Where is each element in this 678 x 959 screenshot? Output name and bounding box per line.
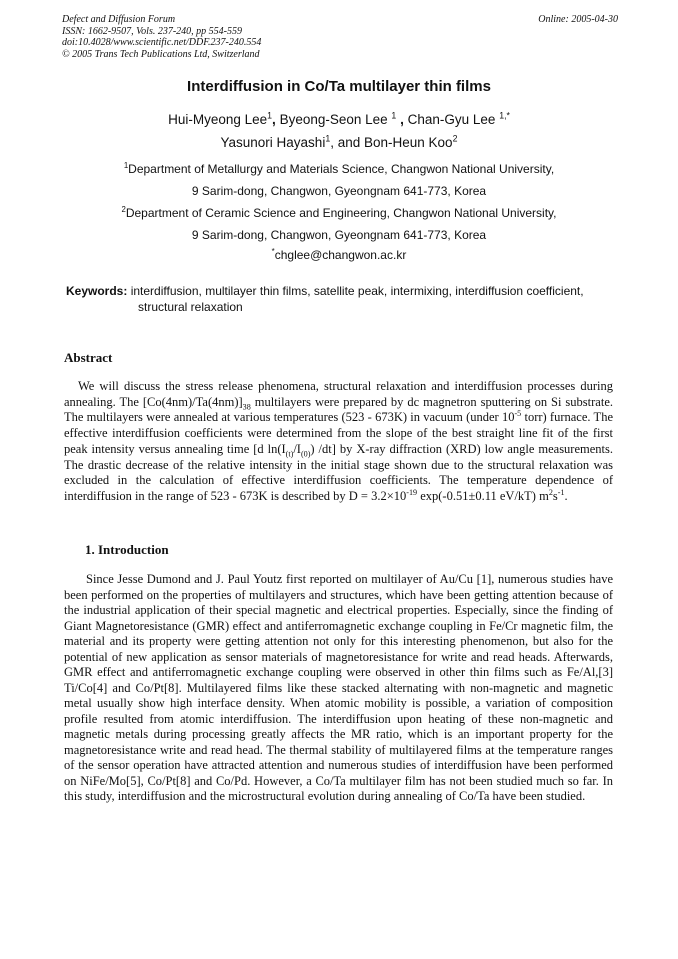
affiliation-1-address: 9 Sarim-dong, Changwon, Gyeongnam 641-773, Korea xyxy=(191,184,487,198)
affiliation-2 xyxy=(0,206,678,220)
abstract-sub: 38 xyxy=(242,402,251,412)
abstract-text: . xyxy=(564,488,568,503)
author-name: Hui-Myeong Lee xyxy=(168,112,268,127)
abstract-sup: 2 xyxy=(548,487,553,497)
author-affil-sup: 1 xyxy=(267,110,273,121)
abstract-text: exp(-0.51±0.11 eV/kT) m xyxy=(417,488,549,503)
affil-sup: 2 xyxy=(121,205,126,214)
abstract-text: ) /dt] by X-ray diffraction (XRD) low angle measurements. The drastic decrease of the relative intensity in the initial stage shown due to the structural relaxation was excluded in the calculation of effective interdiffusion coefficients. The temperature dependence of interdiffusion in the range of 523 - 673K is described by D = 3.2×10 xyxy=(64,441,613,503)
author-name: Chan-Gyu Lee xyxy=(407,112,496,127)
email-sup: * xyxy=(271,247,275,256)
author-affil-sup: 2 xyxy=(452,133,458,144)
abstract-sub: (0) xyxy=(300,449,311,459)
author-affil-sup: 1,* xyxy=(499,110,510,121)
keywords-line-2: structural relaxation xyxy=(138,300,243,314)
introduction-text: Since Jesse Dumond and J. Paul Youtz first reported on multilayer of Au/Cu [1], numerous studies have been performed on the properties of multilayers and structures, which have been getting attention because of the industrial application of their special magnetic and electrical properties. Especially, since the finding of Giant Magnetoresistance (GMR) effect and antiferromagnetic exchange coupling in Fe/Cr magnetic film, the material and its property were getting attention not only for this interesting phenomenon, but also for the potential of new application as sensor materials of magnetoresistance for write and read heads. Afterwards, GMR effect and antiferromagnetic exchange coupling were observed in other thin films such as Fe/Al,[3] Ti/Co[4] and Co/Pt[8]. Multilayered films like these stacked alternating with non-magnetic and magnetic metal usually show high interface density. When atomic mobility is possible, a variation of composition profile resulted from atomic interdiffusion. The interdiffusion upon heating of these non-magnetic and magnetic metals during processing greatly affects the MR ratio, which is an important property for the magnetoresistance write and read head. The thermal stability of multilayered films at the temperature ranges of the sensor operation have attracted attention and numerous studies of interdiffusion have been performed on NiFe/Mo[5], Co/Pt[8] and Co/Pd. However, a Co/Ta multilayer film has not been studied much so far. In this study, interdiffusion and the microstructural evolution during annealing of Co/Ta have been studied. xyxy=(64,572,613,803)
affil-sup: 1 xyxy=(123,161,129,170)
author-line-1: Hui-Myeong Lee$^1$, Byeong-Seon Lee $^1$ , Chan-Gyu Lee $^{1,*}$ xyxy=(168,110,510,127)
author-name: and Bon-Heun Koo xyxy=(337,135,453,150)
keywords-block xyxy=(66,283,620,315)
abstract-sup: -19 xyxy=(406,487,418,497)
abstract-text: /I xyxy=(293,441,301,456)
online-date: Online: 2005-04-30 xyxy=(538,14,618,25)
affil-text: Department of Metallurgy and Materials Science, Changwon National University, xyxy=(128,162,555,176)
abstract-text: torr) furnace. The effective interdiffusion coefficients were determined from the slope of the best straight line fit of the first peak intensity versus annealing time [d ln(I xyxy=(64,410,613,456)
abstract-text: s xyxy=(552,488,558,503)
journal-header xyxy=(62,14,618,60)
introduction-body xyxy=(64,572,613,805)
introduction-heading: 1. Introduction xyxy=(85,542,169,557)
author-affil-sup: 1 xyxy=(391,110,397,121)
abstract-sup: -1 xyxy=(557,487,565,497)
affil-text: Department of Ceramic Science and Engineering, Changwon National University, xyxy=(125,206,557,220)
copyright-line: © 2005 Trans Tech Publications Ltd, Switzerland xyxy=(62,48,260,60)
issn-line: ISSN: 1662-9507, Vols. 237-240, pp 554-559 xyxy=(62,25,242,37)
abstract-sup: -5 xyxy=(514,409,522,419)
abstract-text: multilayers were prepared by dc magnetron sputtering on Si substrate. The multilayers were annealed at various temperatures (523 - 673K) in vacuum (under 10 xyxy=(64,394,613,425)
author-name: Byeong-Seon Lee xyxy=(279,112,388,127)
abstract-body xyxy=(64,379,613,505)
journal-name: Defect and Diffusion Forum xyxy=(62,14,176,25)
author-affil-sup: 1 xyxy=(325,133,331,144)
abstract-heading: Abstract xyxy=(64,350,113,365)
affiliation-2-address: 9 Sarim-dong, Changwon, Gyeongnam 641-773, Korea xyxy=(191,228,487,242)
paper-title: Interdiffusion in Co/Ta multilayer thin films xyxy=(187,78,491,95)
affiliation-1 xyxy=(0,162,678,176)
keywords-line-1: interdiffusion, multilayer thin films, satellite peak, intermixing, interdiffusion coefficient, xyxy=(130,284,584,298)
abstract-text: We will discuss the stress release phenomena, structural relaxation and interdiffusion processes during annealing. The [Co(4nm)/Ta(4nm)] xyxy=(64,379,613,409)
author-name: Yasunori Hayashi xyxy=(220,135,326,150)
keywords-label: Keywords: xyxy=(66,284,128,298)
doi-line: doi:10.4028/www.scientific.net/DDF.237-240.554 xyxy=(62,37,262,48)
corresponding-email xyxy=(0,248,678,262)
abstract-sub: (t) xyxy=(285,449,294,459)
email-text: chglee@changwon.ac.kr xyxy=(274,248,407,262)
author-line-2: Yasunori Hayashi$^1$, and Bon-Heun Koo$^2$ xyxy=(220,133,458,150)
